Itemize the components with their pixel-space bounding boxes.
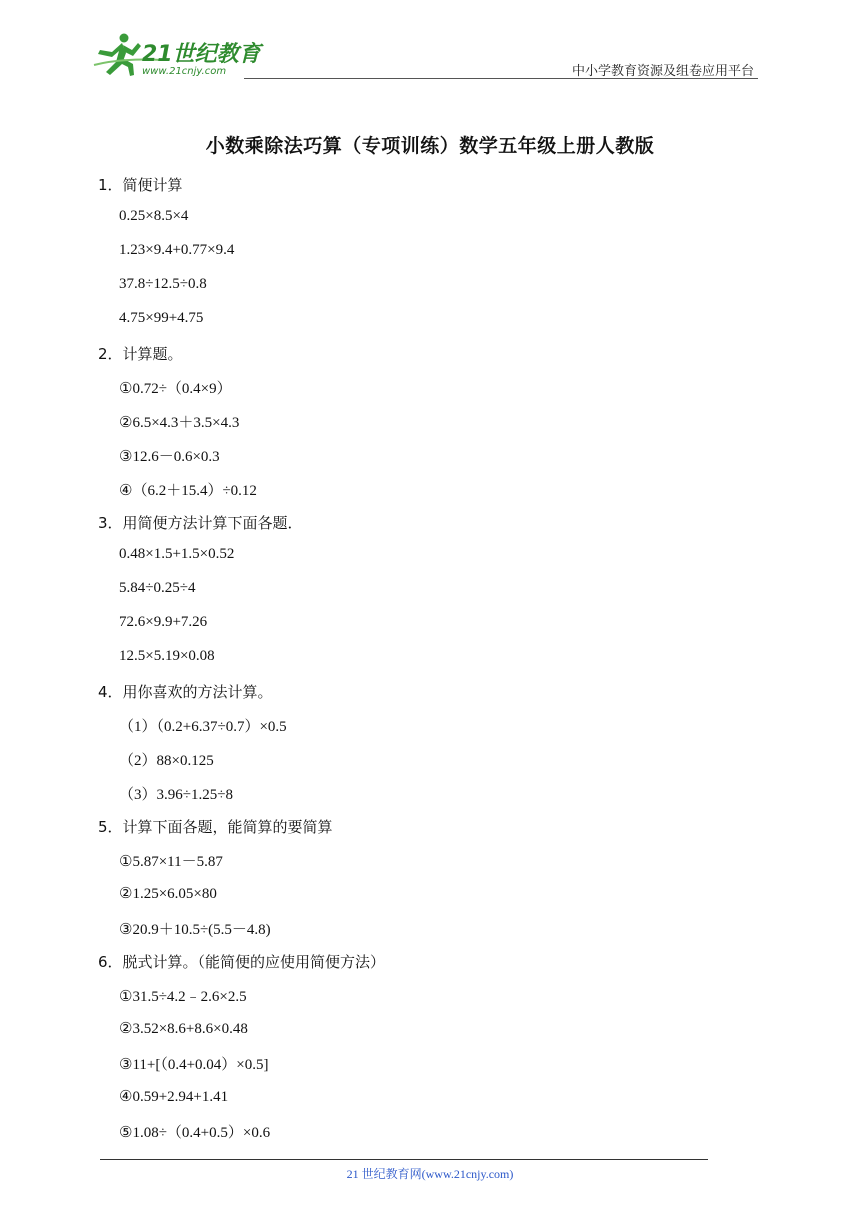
question-1-item: 37.8÷12.5÷0.8: [119, 276, 207, 292]
question-5-item: ③20.9＋10.5÷(5.5－4.8): [119, 922, 271, 938]
question-2-item: ③12.6－0.6×0.3: [119, 449, 220, 465]
footer-divider: [100, 1159, 708, 1160]
question-2-item: ②6.5×4.3＋3.5×4.3: [119, 415, 240, 431]
header-divider: [244, 78, 758, 79]
question-5-item: ①5.87×11－5.87: [119, 854, 223, 870]
site-tagline: 中小学教育资源及组卷应用平台: [571, 64, 754, 79]
svg-text:21世纪教育: 21世纪教育: [142, 42, 261, 67]
question-2-title: 2．计算题。: [98, 345, 183, 363]
question-2-item: ①0.72÷（0.4×9）: [119, 381, 232, 397]
question-6-item: ②3.52×8.6+8.6×0.48: [119, 1021, 248, 1037]
question-6-title: 6．脱式计算。（能简便的应使用简便方法）: [98, 953, 386, 971]
question-3-item: 5.84÷0.25÷4: [119, 580, 196, 596]
question-3-item: 0.48×1.5+1.5×0.52: [119, 546, 235, 562]
question-3-item: 72.6×9.9+7.26: [119, 614, 208, 630]
question-1-title: 1．简便计算: [98, 176, 183, 194]
question-4-item: （3）3.96÷1.25÷8: [119, 787, 233, 803]
question-1-item: 1.23×9.4+0.77×9.4: [119, 242, 235, 258]
page-header: [0, 0, 860, 90]
question-4-item: （2）88×0.125: [119, 753, 214, 769]
question-1-item: 0.25×8.5×4: [119, 208, 189, 224]
question-6-item: ①31.5÷4.2﹣2.6×2.5: [119, 989, 247, 1005]
question-4-title: 4．用你喜欢的方法计算。: [98, 683, 273, 701]
question-1-item: 4.75×99+4.75: [119, 310, 204, 326]
question-6-item: ④0.59+2.94+1.41: [119, 1089, 229, 1105]
question-4-item: （1）（0.2+6.37÷0.7）×0.5: [119, 719, 287, 735]
question-2-item: ④（6.2＋15.4）÷0.12: [119, 483, 257, 499]
question-6-item: ③11+[（0.4+0.04）×0.5]: [119, 1057, 269, 1073]
site-logo[interactable]: [92, 30, 267, 78]
svg-text:www.21cnjy.com: www.21cnjy.com: [142, 66, 227, 77]
question-3-title: 3．用简便方法计算下面各题．: [98, 514, 303, 532]
question-3-item: 12.5×5.19×0.08: [119, 648, 215, 664]
question-5-title: 5．计算下面各题，能简算的要简算: [98, 818, 333, 836]
question-6-item: ⑤1.08÷（0.4+0.5）×0.6: [119, 1125, 271, 1141]
runner-logo-icon: [92, 30, 267, 78]
question-5-item: ②1.25×6.05×80: [119, 886, 217, 902]
document-title: 小数乘除法巧算（专项训练）数学五年级上册人教版: [205, 135, 655, 157]
footer-link[interactable]: 21 世纪教育网(www.21cnjy.com): [346, 1167, 514, 1181]
